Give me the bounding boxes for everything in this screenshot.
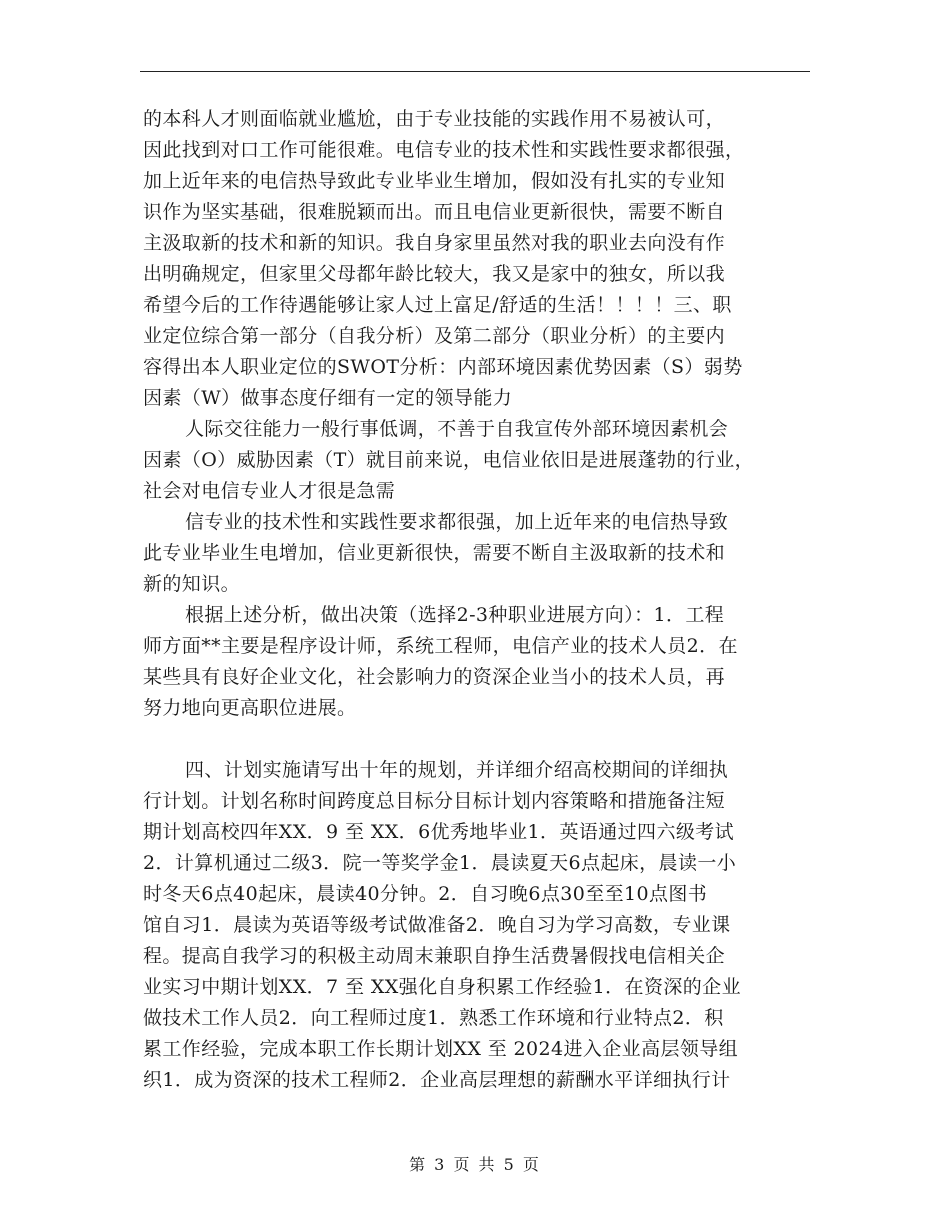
text-line: 根据上述分析，做出决策（选择2-3种职业进展方向）：1．工程 [185, 604, 725, 626]
header-rule [140, 71, 810, 72]
text-line: 累工作经验，完成本职工作长期计划XX 至 2024进入企业高层领导组 [143, 1038, 739, 1060]
text-line: 识作为坚实基础，很难脱颖而出。而且电信业更新很快，需要不断自 [143, 201, 726, 223]
text-line: 做技术工作人员2．向工程师过度1．熟悉工作环境和行业特点2．积 [143, 1007, 724, 1029]
text-line: 业实习中期计划XX．7 至 XX强化自身积累工作经验1．在资深的企业 [143, 976, 741, 998]
text-line: 希望今后的工作待遇能够让家人过上富足/舒适的生活！！！！三、职 [143, 294, 732, 316]
text-line: 因素（W）做事态度仔细有一定的领导能力 [143, 387, 513, 409]
text-line: 业定位综合第一部分（自我分析）及第二部分（职业分析）的主要内 [143, 325, 726, 347]
text-line: 行计划。计划名称时间跨度总目标分目标计划内容策略和措施备注短 [143, 790, 726, 812]
text-line: 程。提高自我学习的积极主动周末兼职自挣生活费暑假找电信相关企 [143, 945, 726, 967]
text-line: 的本科人才则面临就业尴尬，由于专业技能的实践作用不易被认可， [143, 108, 726, 130]
text-line: 四、计划实施请写出十年的规划，并详细介绍高校期间的详细执 [185, 759, 729, 781]
text-line: 社会对电信专业人才很是急需 [143, 480, 396, 502]
text-line: 新的知识。 [143, 573, 241, 595]
page-footer: 第 3 页 共 5 页 [409, 1155, 541, 1174]
text-line: 加上近年来的电信热导致此专业毕业生增加，假如没有扎实的专业知 [143, 170, 726, 192]
text-line: 容得出本人职业定位的SWOT分析：内部环境因素优势因素（S）弱势 [143, 356, 743, 378]
text-line: 织1．成为资深的技术工程师2．企业高层理想的薪酬水平详细执行计 [143, 1069, 731, 1091]
text-line: 因此找到对口工作可能很难。电信专业的技术性和实践性要求都很强， [143, 139, 745, 161]
text-line: 此专业毕业生电增加，信业更新很快，需要不断自主汲取新的技术和 [143, 542, 726, 564]
text-line: 2．计算机通过二级3．院一等奖学金1．晨读夏天6点起床，晨读一小 [143, 852, 737, 874]
text-line: 出明确规定，但家里父母都年龄比较大，我又是家中的独女，所以我 [143, 263, 726, 285]
text-line: 师方面**主要是程序设计师，系统工程师，电信产业的技术人员2．在 [143, 635, 738, 657]
document-body [143, 104, 811, 1096]
text-line: 人际交往能力一般行事低调，不善于自我宣传外部环境因素机会 [185, 418, 729, 440]
text-line: 信专业的技术性和实践性要求都很强，加上近年来的电信热导致 [185, 511, 729, 533]
text-line: 主汲取新的技术和新的知识。我自身家里虽然对我的职业去向没有作 [143, 232, 726, 254]
text-line [143, 724, 811, 755]
text-line: 时冬天6点40起床，晨读40分钟。2．自习晚6点30至至10点图书 [143, 883, 708, 905]
text-line: 期计划高校四年XX．9 至 XX．6优秀地毕业1．英语通过四六级考试 [143, 821, 735, 843]
text-line: 馆自习1．晨读为英语等级考试做准备2．晚自习为学习高数，专业课 [143, 914, 731, 936]
text-line: 努力地向更高职位进展。 [143, 697, 357, 719]
text-line: 某些具有良好企业文化，社会影响力的资深企业当小的技术人员，再 [143, 666, 726, 688]
text-line: 因素（O）威胁因素（T）就目前来说，电信业依旧是进展蓬勃的行业， [143, 449, 755, 471]
